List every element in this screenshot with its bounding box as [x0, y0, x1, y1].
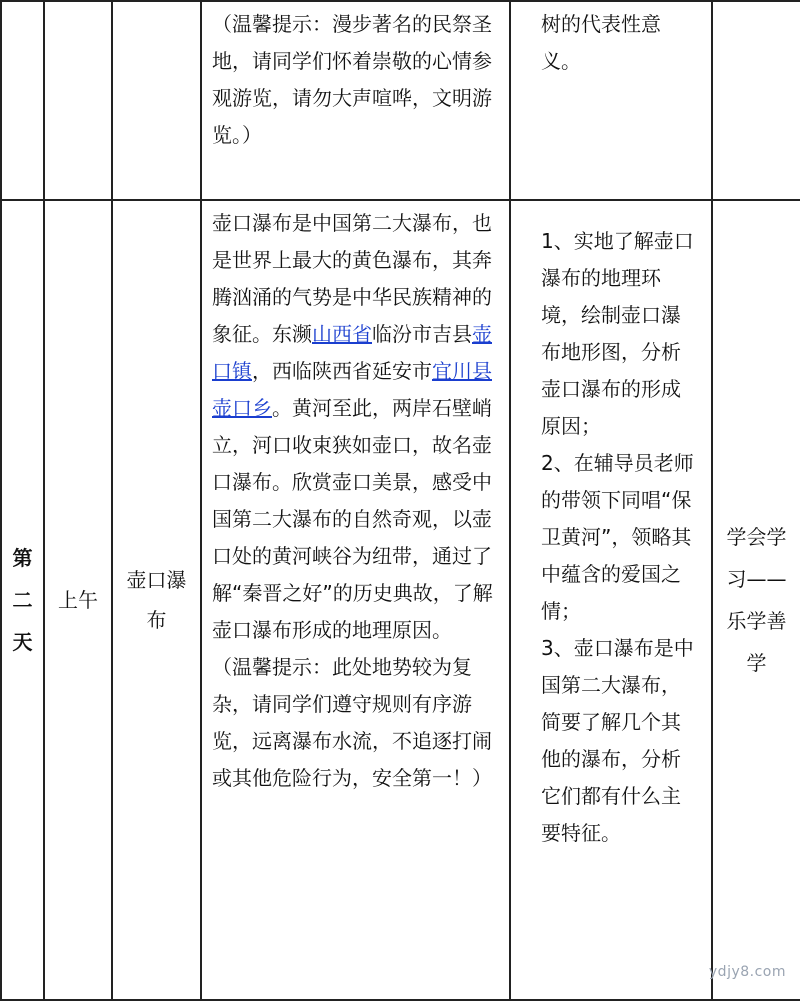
content-cell — [201, 200, 510, 1000]
link-yichuan-hukou-township[interactable]: 宜川县壶口乡 — [212, 359, 492, 420]
safety-tip-text: （温馨提示：漫步著名的民祭圣地，请同学们怀着崇敬的心情参观游览，请勿大声喧哗，文明游览。） — [212, 12, 492, 147]
theme-label: 学会学习——乐学善学 — [726, 525, 787, 675]
table-row-previous-day — [1, 1, 800, 200]
day-label: 第二天 — [12, 546, 33, 654]
site-cell — [112, 200, 201, 1000]
goal-item: 2、在辅导员老师的带领下同唱“保卫黄河”，领略其中蕴含的爱国之情； — [541, 451, 694, 623]
link-shanxi-province[interactable]: 山西省 — [312, 322, 372, 346]
site-description: 壶口瀑布是中国第二大瀑布，也是世界上最大的黄色瀑布，其奔腾汹涌的气势是中华民族精神的象征。东濒山西省临汾市吉县壶口镇，西临陕西省延安市宜川县壶口乡。黄河至此，两岸石壁峭立，河口收束狭如壶口，故名壶口瀑布。欣赏壶口美景，感受中国第二大瀑布的自然奇观，以壶口处的黄河峡谷为纽带，通过了解“秦晋之好”的历史典故，了解壶口瀑布形成的地理原因。 — [212, 211, 493, 642]
time-label: 上午 — [58, 587, 98, 612]
site-cell — [112, 1, 201, 200]
goal-text: 树的代表性意义。 — [541, 12, 661, 73]
table-row-day-two — [1, 200, 800, 1000]
goal-cell — [510, 1, 712, 200]
site-watermark: ydjy8.com — [708, 964, 786, 980]
goal-item: 3、壶口瀑布是中国第二大瀑布，简要了解几个其他的瀑布，分析它们都有什么主要特征。 — [541, 636, 694, 845]
theme-cell — [712, 200, 800, 1000]
safety-tip-text: （温馨提示：此处地势较为复杂，请同学们遵守规则有序游览，远离瀑布水流，不追逐打闹或其他危险行为，安全第一！） — [212, 655, 492, 790]
day-cell — [1, 1, 44, 200]
site-name: 壶口瀑布 — [126, 568, 187, 632]
goal-cell — [510, 200, 712, 1000]
content-cell — [201, 1, 510, 200]
time-cell — [44, 200, 112, 1000]
theme-cell — [712, 1, 800, 200]
link-hukou-town[interactable]: 壶口镇 — [212, 322, 492, 383]
goal-item: 1、实地了解壶口瀑布的地理环境，绘制壶口瀑布地形图，分析壶口瀑布的形成原因； — [541, 229, 694, 438]
day-cell — [1, 200, 44, 1000]
time-cell — [44, 1, 112, 200]
